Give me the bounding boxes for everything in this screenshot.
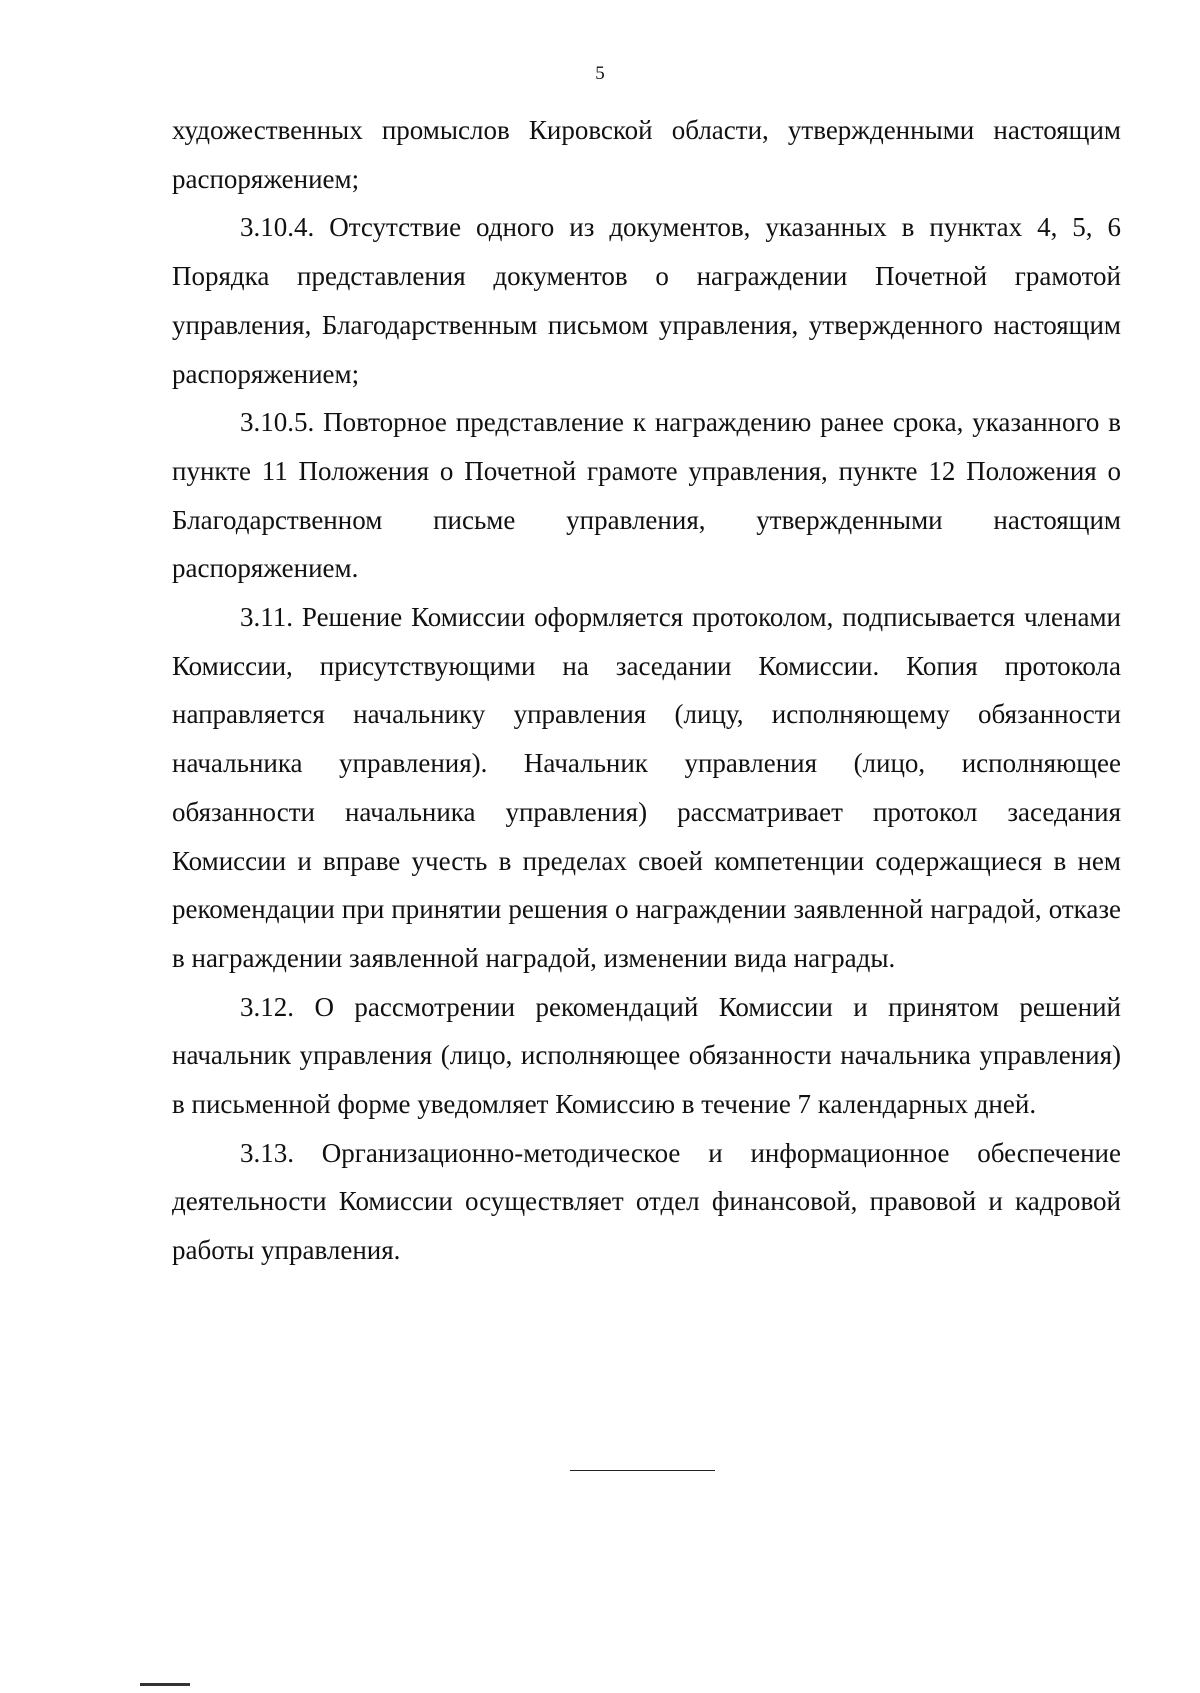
- page-number: 5: [595, 63, 605, 84]
- paragraph-continuation: художественных промыслов Кировской области, утвержденными настоящим распоряжением;: [172, 115, 1121, 194]
- corner-scan-mark: [140, 1683, 190, 1686]
- paragraph-3-12: 3.12. О рассмотрении рекомендаций Комиссии и принятом решений начальник управления (лицо, исполняющее обязанности начальника управления) в письменной форме уведомляет Комиссию в течение 7 календарных дней.: [172, 991, 1121, 1120]
- end-of-document-rule: [570, 1470, 715, 1471]
- paragraph-3-10-5: 3.10.5. Повторное представление к награждению ранее срока, указанного в пункте 11 Положения о Почетной грамоте управления, пункте 12 Положения о Благодарственном письме управления, утвержденными настоящим распоряжением.: [172, 407, 1121, 584]
- paragraph-3-11: 3.11. Решение Комиссии оформляется протоколом, подписывается членами Комиссии, присутствующими на заседании Комиссии. Копия протокола направляется начальнику управления (лицу, исполняющему обязанности начальника управления). Начальник управления (лицо, исполняющее обязанности начальника управления) рассматривает протокол заседания Комиссии и вправе учесть в пределах своей компетенции содержащиеся в нем рекомендации при принятии решения о награждении заявленной наградой, отказе в награждении заявленной наградой, изменении вида награды.: [172, 602, 1121, 973]
- paragraph-3-10-4: 3.10.4. Отсутствие одного из документов, указанных в пунктах 4, 5, 6 Порядка представления документов о награждении Почетной грамотой управления, Благодарственным письмом управления, утвержденного настоящим распоряжением;: [172, 212, 1121, 389]
- document-body: [172, 106, 1121, 1275]
- paragraph-3-13: 3.13. Организационно-методическое и информационное обеспечение деятельности Комиссии осуществляет отдел финансовой, правовой и кадровой работы управления.: [172, 1137, 1121, 1266]
